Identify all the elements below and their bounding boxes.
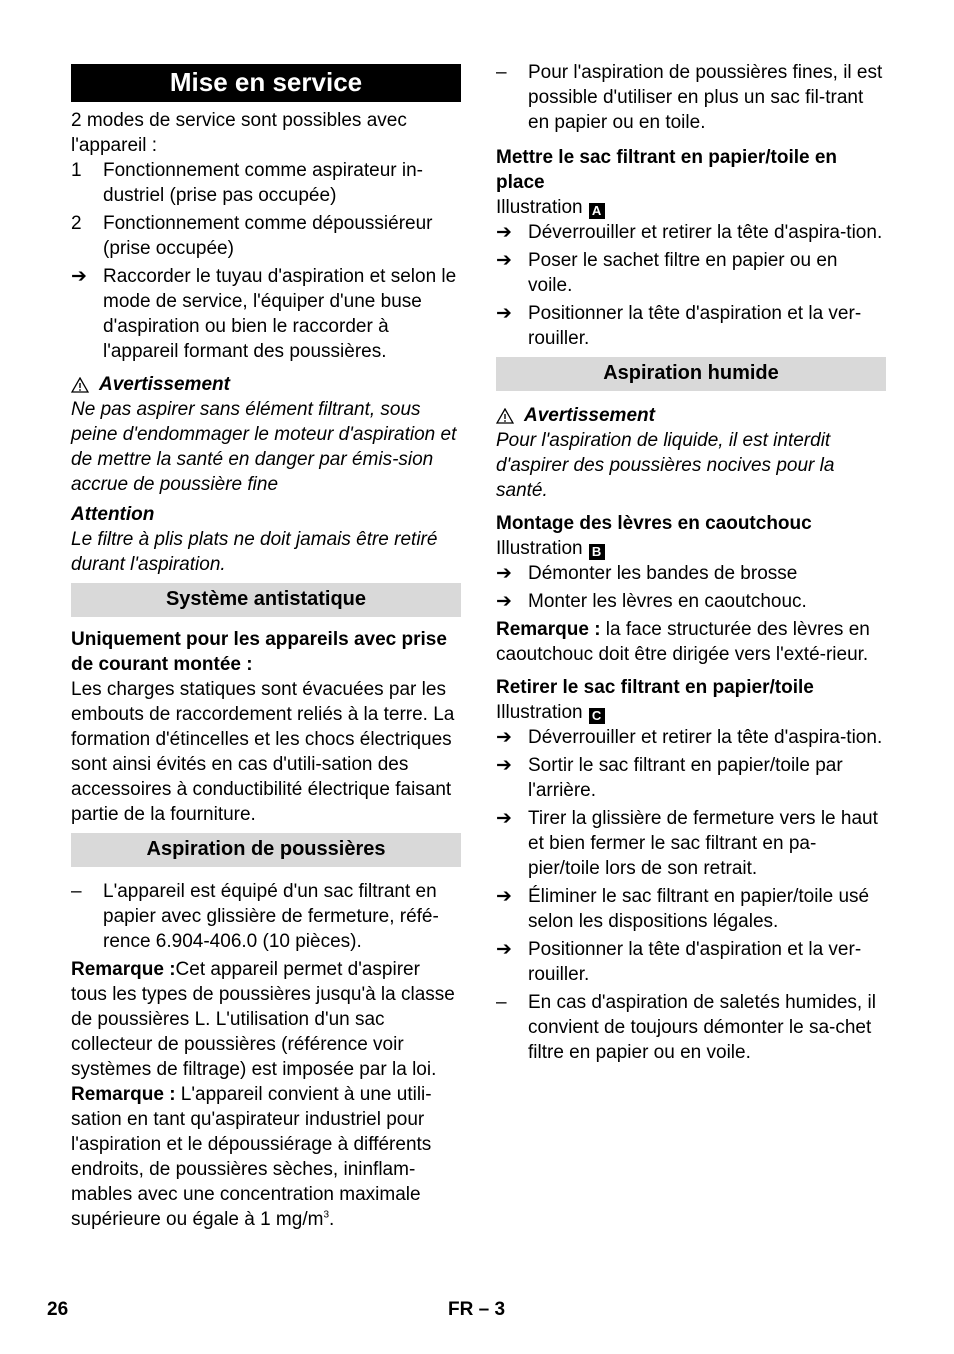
right-arrow-icon: ➔ bbox=[496, 591, 512, 612]
fine-dust-item bbox=[496, 60, 886, 135]
step-text: Poser le sachet filtre en papier ou en voile. bbox=[528, 250, 838, 296]
note-label: Remarque : bbox=[496, 619, 601, 640]
remove-subheading: Retirer le sac filtrant en papier/toile bbox=[496, 677, 814, 698]
remove-step bbox=[496, 884, 886, 934]
right-arrow-icon: ➔ bbox=[496, 250, 512, 271]
remove-step bbox=[496, 725, 886, 750]
right-arrow-icon: ➔ bbox=[496, 939, 512, 960]
wet-item-text: En cas d'aspiration de saletés humides, il convient de toujours démonter le sa-chet filtre en papier ou en voile. bbox=[528, 992, 876, 1063]
illustration-badge-c: C bbox=[589, 708, 605, 724]
right-arrow-icon: ➔ bbox=[496, 563, 512, 584]
intro-text: 2 modes de service sont possibles avec l'appareil : bbox=[71, 110, 407, 156]
step-text: Raccorder le tuyau d'aspiration et selon le mode de service, l'équiper d'une buse d'aspiration ou bien le raccorder à l'appareil formant des poussières. bbox=[103, 266, 457, 362]
dust-item bbox=[71, 879, 461, 954]
note-text: L'appareil convient à une utili-sation en tant qu'aspirateur industriel pour l'aspiration et le dépoussiérage à différents endroits, de poussières sèches, ininflam-mables avec une concentration maximale supérieure ou égale à 1 mg/m bbox=[71, 1084, 432, 1230]
note bbox=[496, 617, 886, 667]
step-item bbox=[71, 264, 461, 364]
attention-text: Le filtre à plis plats ne doit jamais être retiré durant l'aspiration. bbox=[71, 529, 438, 575]
right-arrow-icon: ➔ bbox=[496, 727, 512, 748]
page-section-label: FR – 3 bbox=[448, 1299, 506, 1320]
mode-item-2 bbox=[71, 211, 461, 261]
section-heading-poussieres: Aspiration de poussières bbox=[71, 833, 461, 867]
illustration-label: Illustration bbox=[496, 702, 583, 723]
install-step bbox=[496, 248, 886, 298]
dash-bullet: – bbox=[496, 992, 507, 1013]
section-title-mise-en-service: Mise en service bbox=[71, 64, 461, 102]
superscript: 3 bbox=[323, 1209, 329, 1221]
illustration-ref-a bbox=[496, 195, 886, 220]
illustration-label: Illustration bbox=[496, 538, 583, 559]
dash-bullet: – bbox=[71, 881, 82, 902]
dash-bullet: – bbox=[496, 62, 507, 83]
step-text: Démonter les bandes de brosse bbox=[528, 563, 798, 584]
note-label: Remarque : bbox=[71, 959, 176, 980]
step-text: Positionner la tête d'aspiration et la ver-rouiller. bbox=[528, 939, 862, 985]
step-text: Éliminer le sac filtrant en papier/toile usé selon les dispositions légales. bbox=[528, 886, 870, 932]
remove-step bbox=[496, 753, 886, 803]
fine-dust-text: Pour l'aspiration de poussières fines, il est possible d'utiliser en plus un sac fil-trant en papier ou en toile. bbox=[528, 62, 883, 133]
warning-heading bbox=[71, 372, 461, 397]
note-1 bbox=[71, 957, 461, 1082]
remove-step bbox=[496, 806, 886, 881]
mode-number: 2 bbox=[71, 213, 82, 234]
mode-item-1 bbox=[71, 158, 461, 208]
dust-item-text: L'appareil est équipé d'un sac filtrant en papier avec glissière de fermeture, réfé-rence 6.904-406.0 (10 pièces). bbox=[103, 881, 439, 952]
section-heading-aspiration-humide: Aspiration humide bbox=[496, 357, 886, 391]
step-text: Tirer la glissière de fermeture vers le haut et bien fermer le sac filtrant en pa-pier/toile lors de son retrait. bbox=[528, 808, 878, 879]
remove-step bbox=[496, 937, 886, 987]
antistatic-subheading: Uniquement pour les appareils avec prise de courant montée : bbox=[71, 629, 447, 675]
warning-label: Avertissement bbox=[524, 405, 655, 426]
right-arrow-icon: ➔ bbox=[496, 222, 512, 243]
step-text: Déverrouiller et retirer la tête d'aspira-tion. bbox=[528, 727, 883, 748]
illustration-badge-a: A bbox=[589, 203, 605, 219]
warning-triangle-icon bbox=[496, 408, 514, 424]
lips-step bbox=[496, 561, 886, 586]
mode-text: Fonctionnement comme dépoussiéreur (prise occupée) bbox=[103, 213, 433, 259]
step-text: Sortir le sac filtrant en papier/toile par l'arrière. bbox=[528, 755, 843, 801]
step-text: Monter les lèvres en caoutchouc. bbox=[528, 591, 807, 612]
mode-text: Fonctionnement comme aspirateur in-dustriel (prise pas occupée) bbox=[103, 160, 423, 206]
step-text: Déverrouiller et retirer la tête d'aspira-tion. bbox=[528, 222, 883, 243]
install-step bbox=[496, 220, 886, 245]
install-subheading: Mettre le sac filtrant en papier/toile en place bbox=[496, 147, 838, 193]
attention-label: Attention bbox=[71, 504, 155, 525]
right-arrow-icon: ➔ bbox=[496, 808, 512, 829]
page-number: 26 bbox=[47, 1299, 69, 1320]
note-text: la face structurée des lèvres en caoutchouc doit être dirigée vers l'exté-rieur. bbox=[496, 619, 870, 665]
section-heading-antistatique: Système antistatique bbox=[71, 583, 461, 617]
antistatic-text: Les charges statiques sont évacuées par les embouts de raccordement reliés à la terre. La formation d'étincelles et les chocs électriques sont ainsi évités en cas d'utili-sation des accessoires à conductibilité électrique faisant partie de la fourniture. bbox=[71, 679, 455, 825]
illustration-ref-c bbox=[496, 700, 886, 725]
right-column bbox=[496, 60, 886, 1068]
right-arrow-icon: ➔ bbox=[496, 886, 512, 907]
illustration-badge-b: B bbox=[589, 544, 605, 560]
warning-text: Pour l'aspiration de liquide, il est interdit d'aspirer des poussières nocives pour la santé. bbox=[496, 430, 835, 501]
left-column bbox=[71, 60, 461, 1232]
wet-item bbox=[496, 990, 886, 1065]
step-text: Positionner la tête d'aspiration et la ver-rouiller. bbox=[528, 303, 862, 349]
warning-text: Ne pas aspirer sans élément filtrant, sous peine d'endommager le moteur d'aspiration et de mettre la santé en danger par émis-sion accrue de poussière fine bbox=[71, 399, 457, 495]
note-2 bbox=[71, 1082, 461, 1232]
warning-label: Avertissement bbox=[99, 374, 230, 395]
mode-number: 1 bbox=[71, 160, 82, 181]
illustration-label: Illustration bbox=[496, 197, 583, 218]
note-text: Cet appareil permet d'aspirer tous les types de poussières jusqu'à la classe de poussières L. L'utilisation d'un sac collecteur de poussières (référence voir systèmes de filtrage) est imposée par la loi. bbox=[71, 959, 455, 1080]
lips-step bbox=[496, 589, 886, 614]
right-arrow-icon: ➔ bbox=[71, 266, 87, 287]
note-end: . bbox=[329, 1209, 335, 1230]
install-step bbox=[496, 301, 886, 351]
illustration-ref-b bbox=[496, 536, 886, 561]
lips-subheading: Montage des lèvres en caoutchouc bbox=[496, 513, 812, 534]
note-label: Remarque : bbox=[71, 1084, 176, 1105]
warning-heading bbox=[496, 403, 886, 428]
right-arrow-icon: ➔ bbox=[496, 303, 512, 324]
warning-triangle-icon bbox=[71, 377, 89, 393]
right-arrow-icon: ➔ bbox=[496, 755, 512, 776]
